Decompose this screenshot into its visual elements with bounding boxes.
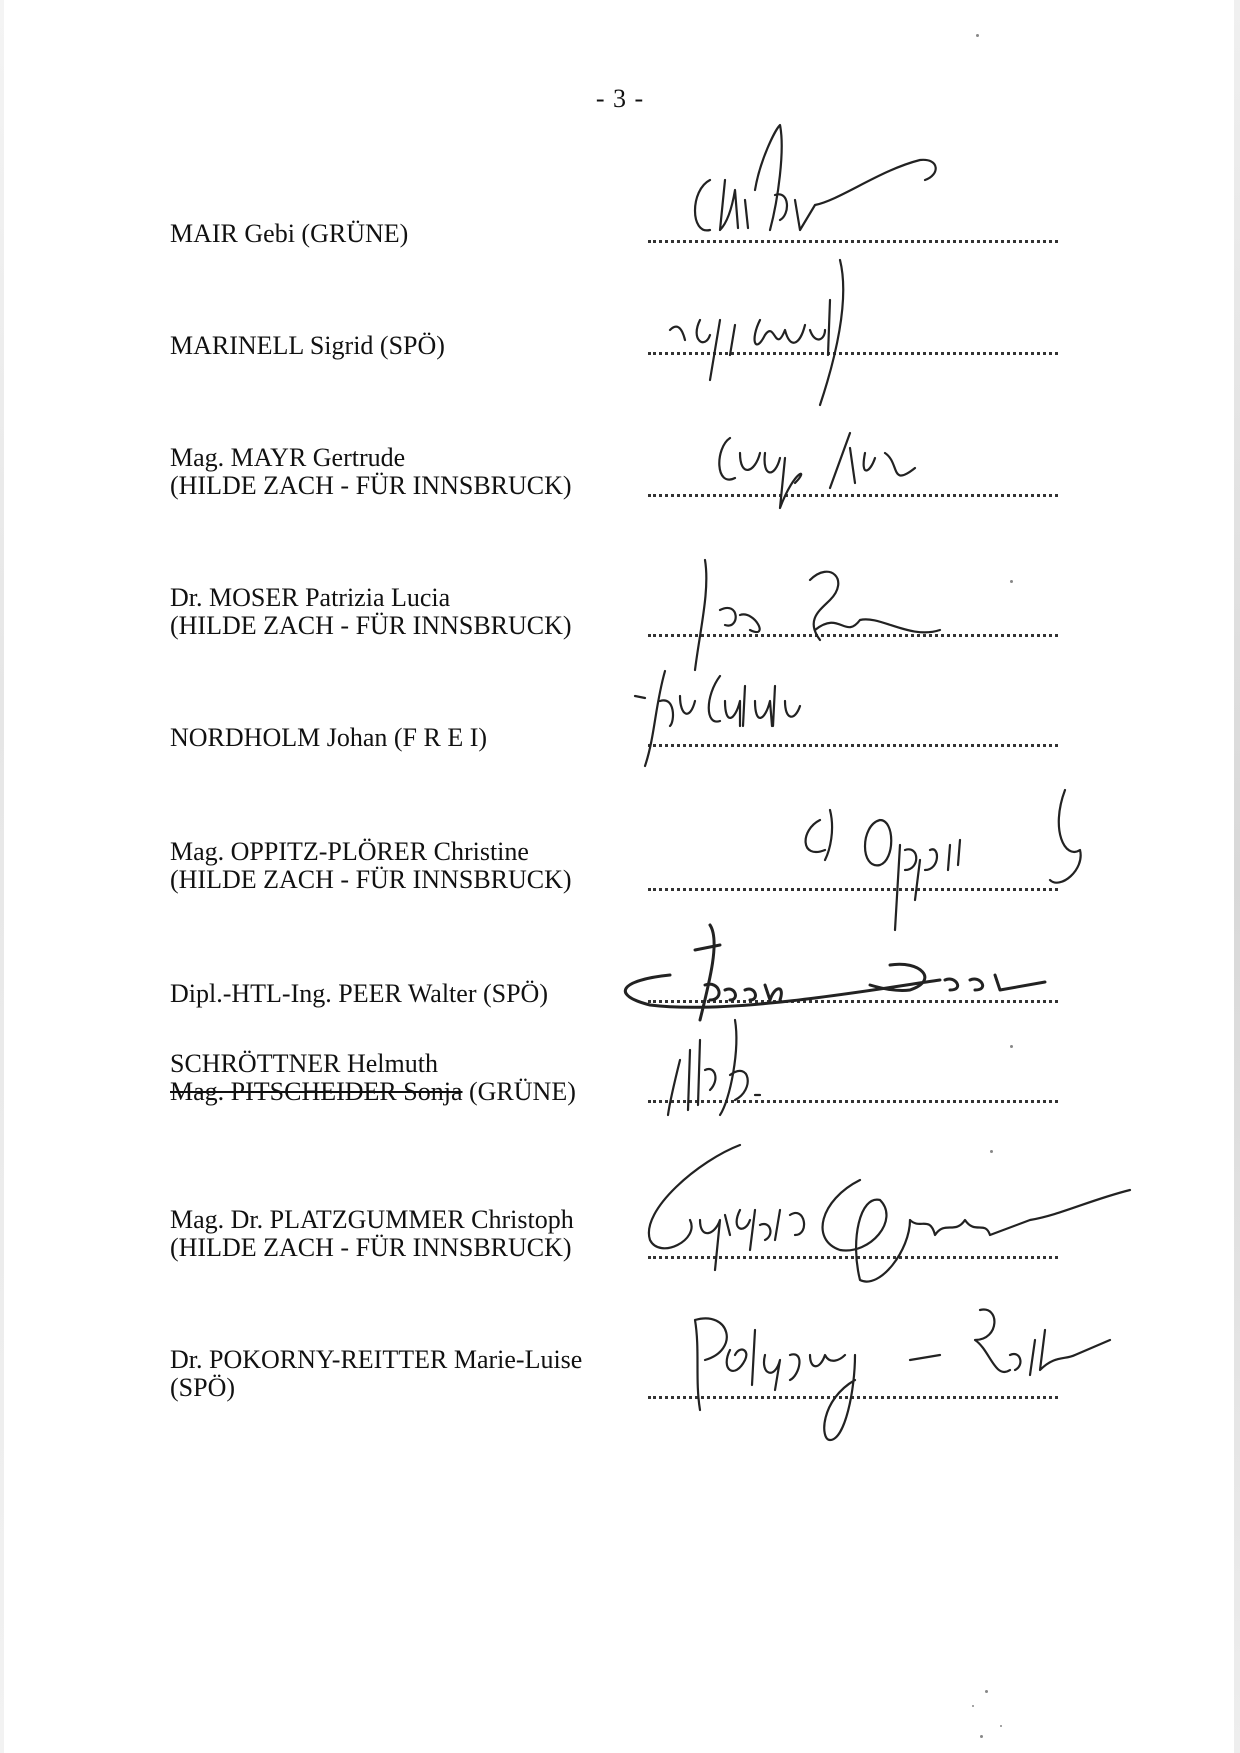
member-name — [170, 332, 445, 360]
page-number: - 3 - — [595, 84, 645, 113]
scan-speck — [985, 1690, 988, 1693]
member-name — [170, 1346, 582, 1402]
signature — [650, 260, 950, 410]
member-name-line: (SPÖ) — [170, 1373, 236, 1402]
member-name — [170, 1050, 576, 1106]
scan-speck — [1000, 1725, 1002, 1727]
scan-speck — [1010, 1045, 1013, 1048]
struck-name: Mag. PITSCHEIDER Sonja — [170, 1077, 463, 1106]
member-name-line: Dipl.-HTL-Ing. PEER Walter (SPÖ) — [170, 979, 548, 1008]
signature — [700, 408, 980, 528]
member-name — [170, 584, 572, 640]
signature — [625, 666, 885, 776]
member-name-line: Mag. OPPITZ-PLÖRER Christine — [170, 837, 529, 866]
signature — [680, 120, 980, 250]
scan-speck — [976, 34, 979, 37]
member-name — [170, 980, 548, 1008]
signature — [630, 1140, 1130, 1300]
signature — [680, 1300, 1120, 1460]
party-suffix: (GRÜNE) — [462, 1077, 576, 1106]
member-name-line: (HILDE ZACH - FÜR INNSBRUCK) — [170, 865, 572, 894]
member-name — [170, 724, 487, 752]
signature — [680, 560, 1000, 680]
member-name — [170, 444, 572, 500]
member-name-line: Dr. MOSER Patrizia Lucia — [170, 583, 451, 612]
member-name — [170, 1206, 574, 1262]
member-name-line: (HILDE ZACH - FÜR INNSBRUCK) — [170, 611, 572, 640]
scan-speck — [980, 1735, 983, 1738]
scan-right-edge — [1234, 0, 1240, 1753]
member-name-line: (HILDE ZACH - FÜR INNSBRUCK) — [170, 1233, 572, 1262]
signature — [780, 790, 1100, 940]
member-name-line: Mag. Dr. PLATZGUMMER Christoph — [170, 1205, 574, 1234]
scan-speck — [990, 1150, 993, 1153]
member-name-line: Dr. POKORNY-REITTER Marie-Luise — [170, 1345, 583, 1374]
member-name-line: MARINELL Sigrid (SPÖ) — [170, 331, 445, 360]
member-name-line: MAIR Gebi (GRÜNE) — [170, 219, 409, 248]
scan-left-edge — [0, 0, 4, 1753]
member-name — [170, 220, 408, 248]
member-name-line: (HILDE ZACH - FÜR INNSBRUCK) — [170, 471, 572, 500]
signature — [610, 920, 1060, 1030]
scan-speck — [972, 1705, 974, 1707]
member-name-line: Mag. MAYR Gertrude — [170, 443, 406, 472]
scan-speck — [1010, 580, 1013, 583]
signature — [660, 1020, 860, 1130]
member-name-line: SCHRÖTTNER Helmuth — [170, 1049, 438, 1078]
member-name — [170, 838, 572, 894]
member-name-line — [170, 1078, 576, 1106]
member-name-line: NORDHOLM Johan (F R E I) — [170, 723, 488, 752]
